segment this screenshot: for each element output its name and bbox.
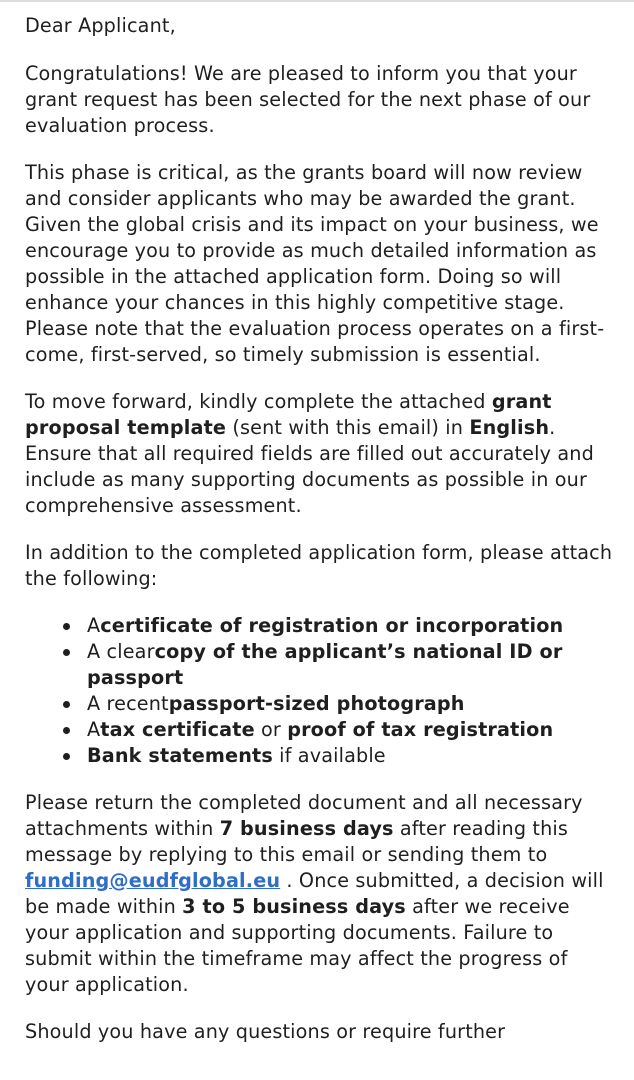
list-item [87,743,627,769]
item-prefix: A clear [87,640,155,663]
item-emphasis: copy of the applicant’s national ID or passport [87,640,563,689]
deadline-emphasis: 7 business days [219,817,394,840]
congratulations-paragraph: Congratulations! We are pleased to inform you that your grant request has been selected for the next phase of our evaluation process. [25,62,591,137]
list-item [87,691,627,717]
language-emphasis: English [469,416,550,439]
item-connector: or [254,718,288,741]
item-prefix: A recent [87,692,169,715]
item-prefix: A [87,718,101,741]
attachments-intro-paragraph: In addition to the completed application form, please attach the following: [25,541,613,590]
item-prefix: A [87,614,101,637]
attachments-list [25,613,627,769]
instructions-text-2: (sent with this email) in [226,416,470,439]
item-emphasis: tax certificate [100,718,255,741]
list-item [87,639,627,691]
instructions-paragraph [25,389,615,519]
return-text-2: after reading this message by replying to this email or sending them to [25,817,569,866]
item-emphasis: Bank statements [87,744,273,767]
return-text-4: after we receive your application and supporting documents. Failure to submit within the timeframe may affect the progress of your application. [25,895,570,996]
decision-time-emphasis: 3 to 5 business days [182,895,406,918]
questions-paragraph: Should you have any questions or require further [25,1020,506,1043]
instructions-text-1: To move forward, kindly complete the attached [25,390,492,413]
item-emphasis: certificate of registration or incorporation [100,614,564,637]
item-emphasis-2: proof of tax registration [287,718,554,741]
item-suffix: if available [272,744,386,767]
return-instructions-paragraph [25,790,615,998]
list-item [87,717,627,743]
return-text-1: Please return the completed document and all necessary attachments within [25,791,583,840]
email-greeting: Dear Applicant, [25,14,176,37]
phase-paragraph: This phase is critical, as the grants board will now review and consider applicants who may be awarded the grant. Given the global crisis and its impact on your business, we encourage you to provide as much detailed information as possible in the attached application form. Doing so will enhance your chances in this highly competitive stage. Please note that the evaluation process operates on a first-come, first-served, so timely submission is essential. [25,161,605,366]
return-text-3: . Once submitted, a decision will be made within [25,869,604,918]
funding-email-link[interactable]: funding@eudfglobal.eu [25,869,281,892]
instructions-text-3: . Ensure that all required fields are filled out accurately and include as many supporting documents as possible in our comprehensive assessment. [25,416,594,517]
list-item [87,613,627,639]
template-emphasis: grant proposal template [25,390,552,439]
item-emphasis: passport-sized photograph [168,692,465,715]
